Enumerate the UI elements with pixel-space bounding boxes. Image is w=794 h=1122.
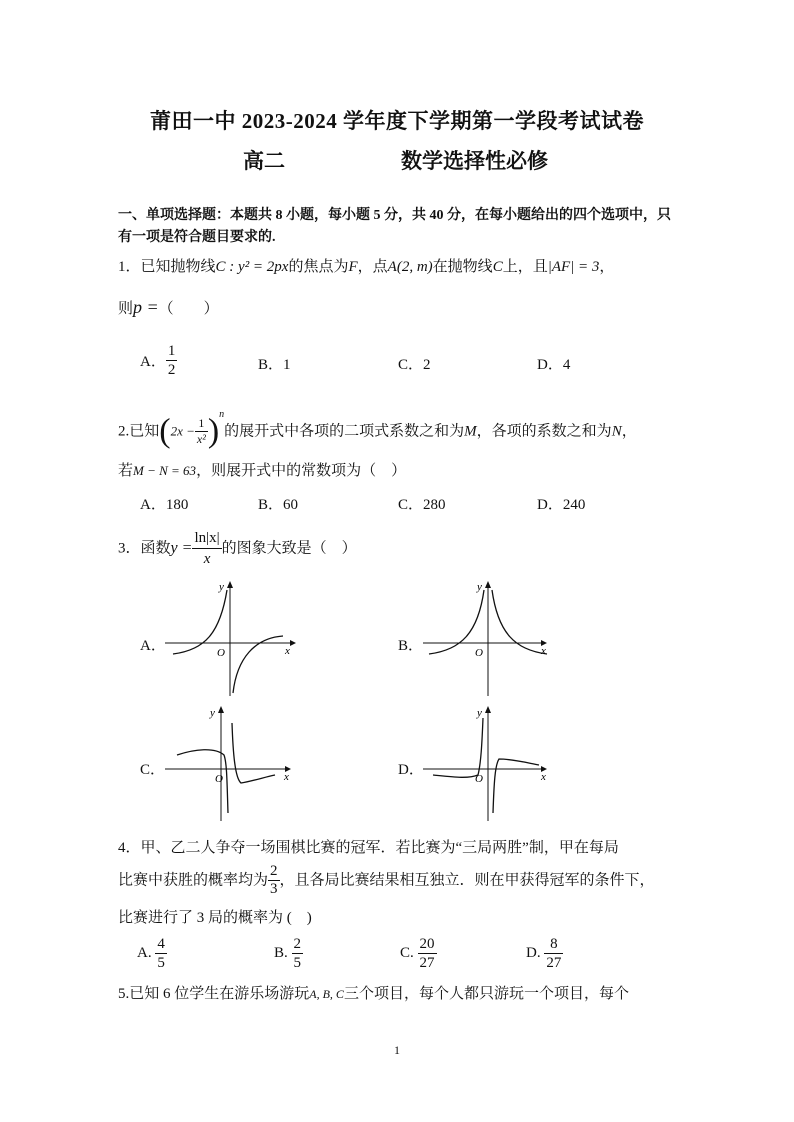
fraction	[544, 935, 563, 972]
origin-label: O	[217, 647, 225, 659]
fraction	[418, 935, 437, 972]
math-formula: M − N = 63	[133, 463, 197, 478]
numerator: 20	[419, 936, 435, 952]
denominator: 3	[270, 881, 278, 897]
question-1-line-2	[118, 296, 219, 320]
q4-option-c[interactable]	[400, 935, 437, 972]
q1-option-a[interactable]	[140, 342, 177, 379]
q4-option-a[interactable]	[137, 935, 167, 972]
y-label: y	[477, 581, 482, 593]
question-number: 2.	[118, 423, 130, 440]
curve-left	[173, 590, 227, 654]
math-term: 2x −	[170, 423, 195, 439]
math-var: N	[611, 423, 622, 440]
math-formula: C : y² = 2px	[215, 259, 289, 275]
graph-option-b[interactable]	[423, 578, 558, 698]
question-text: 甲、乙二人争夺一场围棋比赛的冠军．若比赛为“三局两胜”制，甲在每局	[140, 840, 619, 856]
question-text: 在抛物线	[432, 259, 493, 275]
y-label: y	[477, 707, 482, 719]
question-text: 已知	[129, 423, 160, 440]
x-axis-arrow	[290, 640, 296, 646]
question-text: ，	[599, 259, 615, 275]
question-5-line-1	[118, 983, 629, 1005]
question-number: 1．	[118, 259, 141, 275]
option-label: B.	[274, 945, 288, 961]
origin-label: O	[475, 773, 483, 785]
question-3-line-1	[118, 528, 357, 569]
question-number: 3．	[118, 540, 141, 557]
denominator: 2	[167, 362, 176, 378]
q1-option-b[interactable]: B．1	[258, 357, 291, 373]
question-4-line-3: 比赛进行了 3 局的概率为 ( )	[118, 910, 312, 926]
question-text: 则	[118, 301, 134, 317]
math-var: F	[348, 259, 358, 275]
q2-option-d[interactable]: D．240	[537, 497, 586, 513]
y-label: y	[210, 707, 215, 719]
question-2-line-1	[118, 404, 688, 450]
question-text: 的展开式中各项的二项式系数之和为	[224, 423, 465, 440]
q3-option-d-label[interactable]: D．	[398, 762, 424, 778]
origin-label: O	[215, 773, 223, 785]
question-text: 已知 6 位学生在游乐场游玩	[129, 986, 310, 1002]
page-number: 1	[394, 1043, 400, 1057]
y-label: y	[219, 581, 224, 593]
denominator: 27	[419, 955, 435, 971]
denominator: x²	[196, 432, 206, 447]
origin-label: O	[475, 647, 483, 659]
question-text: ，点	[357, 259, 388, 275]
question-4-line-2	[118, 863, 655, 898]
math-var: y =	[170, 539, 193, 557]
question-text: ，则展开式中的常数项为（ ）	[196, 463, 407, 479]
q1-option-d[interactable]: D．4	[537, 357, 571, 373]
question-number: 5.	[118, 986, 130, 1002]
q3-option-c-label[interactable]: C．	[140, 762, 166, 778]
y-axis-arrow	[485, 706, 491, 713]
option-label: C.	[400, 945, 414, 961]
graph-option-a[interactable]	[165, 578, 300, 698]
x-label: x	[541, 771, 546, 783]
q2-option-c[interactable]: C．280	[398, 497, 446, 513]
x-label: x	[285, 645, 290, 657]
math-var: p =	[133, 297, 159, 317]
q1-option-c[interactable]: C．2	[398, 357, 431, 373]
question-text: 已知抛物线	[140, 259, 216, 275]
fraction	[155, 935, 167, 972]
fraction	[192, 528, 221, 569]
x-label: x	[284, 771, 289, 783]
y-axis-arrow	[227, 581, 233, 588]
section-instructions: 一、单项选择题：本题共 8 小题，每小题 5 分，共 40 分，在每小题给出的四个选项中，只有一项是符合题目要求的.	[118, 208, 671, 245]
question-number: 4．	[118, 840, 141, 856]
question-text: 的焦点为	[288, 259, 349, 275]
question-text: ，且各局比赛结果相互独立．则在甲获得冠军的条件下，	[279, 872, 655, 889]
option-label: D.	[526, 945, 541, 961]
y-axis-arrow	[218, 706, 224, 713]
math-var: M	[464, 423, 477, 440]
math-var: A, B, C	[309, 987, 344, 1001]
question-text: ，各项的系数之和为	[476, 423, 612, 440]
curve-left	[429, 590, 484, 654]
curve-right	[493, 759, 539, 813]
math-var: C	[492, 259, 503, 275]
fraction	[292, 935, 304, 972]
fraction	[166, 342, 178, 379]
denominator: 27	[546, 955, 562, 971]
left-paren: (	[159, 412, 171, 450]
question-text: 上，且	[502, 259, 548, 275]
curve-right	[492, 590, 547, 654]
denominator: 5	[157, 955, 165, 971]
curve-right	[232, 723, 275, 783]
question-text: 若	[118, 463, 134, 479]
question-2-line-2	[118, 460, 406, 482]
option-label: A．	[140, 354, 166, 370]
numerator: 2	[293, 936, 302, 952]
denominator: x	[203, 551, 211, 567]
subject-label: 数学选择性必修	[401, 149, 548, 173]
fraction	[195, 416, 208, 447]
question-text: 比赛中获胜的概率均为	[118, 872, 269, 889]
option-label: A.	[137, 945, 152, 961]
question-text: 函数	[140, 540, 171, 557]
numerator: 2	[270, 863, 278, 879]
numerator: 1	[167, 343, 176, 359]
graph-option-c[interactable]	[165, 703, 300, 823]
q4-option-b[interactable]	[274, 935, 303, 972]
numerator: 1	[195, 416, 208, 432]
right-paren: )	[207, 412, 220, 450]
q3-option-a-label[interactable]: A．	[140, 638, 166, 654]
question-text: 三个项目，每个人都只游玩一个项目，每个	[343, 986, 629, 1002]
x-label: x	[541, 645, 546, 657]
exam-title: 莆田一中 2023-2024 学年度下学期第一学段考试试卷	[150, 109, 644, 133]
question-1-line-1	[118, 256, 688, 278]
q3-option-b-label[interactable]: B．	[398, 638, 424, 654]
denominator: 5	[293, 955, 302, 971]
fraction	[268, 863, 280, 898]
grade-label: 高二	[243, 149, 285, 173]
question-text: ，	[621, 423, 637, 440]
curve-left	[433, 718, 483, 777]
question-4-line-1	[118, 837, 619, 859]
graph-option-d[interactable]	[423, 703, 558, 823]
curve-right	[233, 636, 283, 693]
numerator: 8	[544, 935, 563, 954]
exponent: n	[219, 409, 225, 420]
q2-option-b[interactable]: B．60	[258, 497, 299, 513]
numerator: 4	[157, 936, 165, 952]
y-axis-arrow	[485, 581, 491, 588]
q4-option-d[interactable]	[526, 935, 563, 972]
q2-option-a[interactable]: A．180	[140, 497, 189, 513]
question-text: （ ）	[158, 301, 219, 317]
math-var: A(2, m)	[387, 259, 433, 275]
numerator: ln|x|	[192, 528, 221, 549]
question-text: 的图象大致是（ ）	[221, 540, 357, 557]
math-formula: |AF| = 3	[547, 259, 600, 275]
